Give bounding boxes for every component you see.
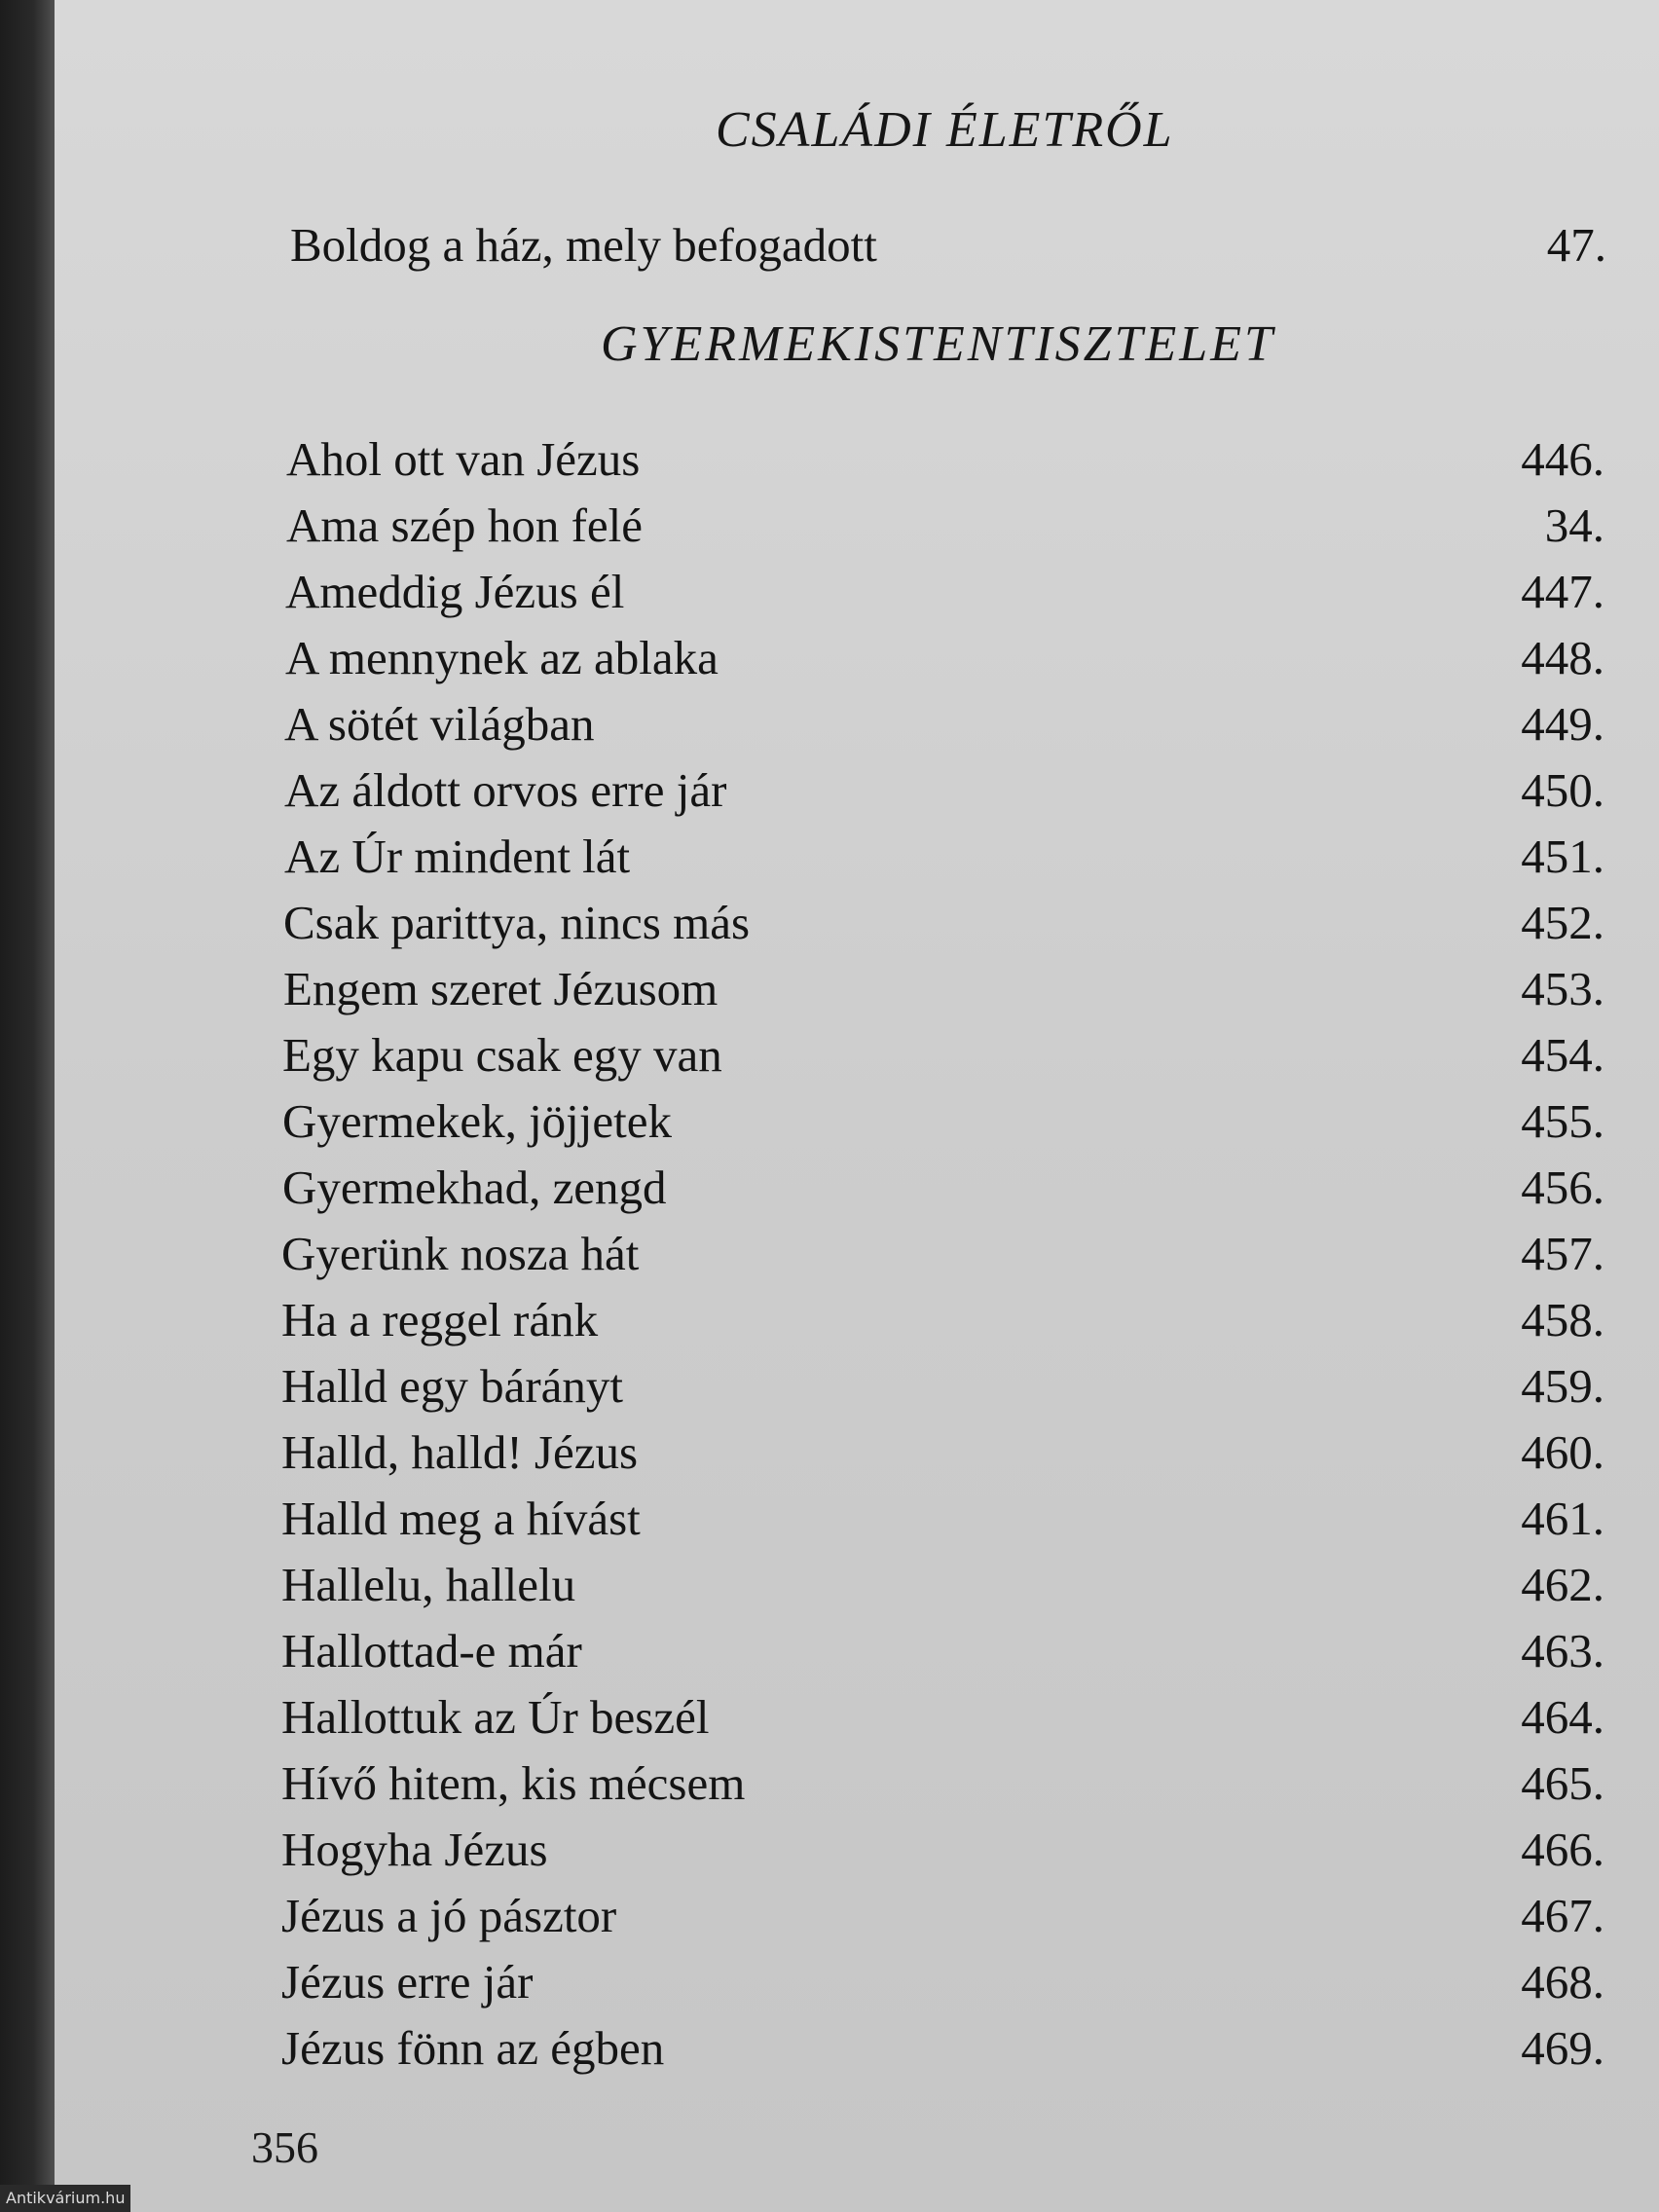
hymn-number: 47.	[1546, 218, 1606, 272]
hymn-number: 460.	[1521, 1425, 1604, 1479]
index-entry	[281, 1883, 1604, 1949]
hymn-title: Csak parittya, nincs más	[283, 896, 751, 949]
index-entry	[282, 1088, 1604, 1155]
index-entry	[284, 691, 1604, 757]
hymn-title: Hallelu, hallelu	[281, 1558, 576, 1611]
hymn-title: Egy kapu csak egy van	[282, 1028, 722, 1082]
page-number: 356	[251, 2122, 318, 2172]
index-entry	[286, 426, 1604, 493]
index-entry	[281, 1353, 1604, 1419]
hymn-number: 465.	[1521, 1756, 1604, 1810]
hymn-title: Halld, halld! Jézus	[281, 1425, 639, 1479]
hymn-number: 457.	[1521, 1227, 1604, 1280]
hymn-number: 462.	[1521, 1558, 1604, 1611]
hymn-title: Halld meg a hívást	[281, 1492, 641, 1545]
section-title-childrens-service: GYERMEKISTENTISZTELET	[601, 316, 1275, 372]
hymn-title: Jézus a jó pásztor	[281, 1889, 617, 1942]
hymn-title: A mennynek az ablaka	[285, 631, 719, 684]
index-entry	[281, 1221, 1604, 1287]
hymn-title: Ama szép hon felé	[286, 498, 643, 552]
index-entry	[281, 1618, 1604, 1684]
index-entry	[281, 1486, 1604, 1552]
hymn-number: 446.	[1521, 432, 1604, 486]
hymn-number: 456.	[1521, 1161, 1604, 1214]
hymn-title: Hallottuk az Úr beszél	[281, 1690, 710, 1744]
hymn-number: 455.	[1521, 1094, 1604, 1148]
index-entry	[282, 1022, 1604, 1088]
index-entry	[284, 757, 1604, 824]
index-entry	[290, 212, 1606, 278]
index-entry	[281, 1751, 1604, 1817]
hymn-number: 448.	[1521, 631, 1604, 684]
hymn-title: Jézus fönn az égben	[281, 2021, 665, 2075]
hymn-title: Hívő hitem, kis mécsem	[281, 1756, 746, 1810]
hymn-title: Az áldott orvos erre jár	[284, 763, 727, 817]
book-spine-edge	[0, 0, 60, 2212]
hymn-title: A sötét világban	[284, 697, 595, 751]
hymn-number: 449.	[1521, 697, 1604, 751]
index-entry	[281, 1287, 1604, 1353]
index-entry	[283, 890, 1604, 956]
index-entry	[281, 2015, 1604, 2082]
hymn-number: 464.	[1521, 1690, 1604, 1744]
hymn-title: Ahol ott van Jézus	[286, 432, 641, 486]
index-entry	[281, 1419, 1604, 1486]
hymn-title: Boldog a ház, mely befogadott	[290, 218, 877, 272]
index-entry	[281, 1684, 1604, 1751]
hymn-title: Az Úr mindent lát	[284, 830, 631, 883]
hymn-number: 454.	[1521, 1028, 1604, 1082]
hymn-number: 468.	[1521, 1955, 1604, 2009]
section-title-family-life: CSALÁDI ÉLETRŐL	[716, 102, 1174, 158]
index-entry	[281, 1817, 1604, 1883]
hymn-number: 467.	[1521, 1889, 1604, 1942]
hymn-title: Gyermekek, jöjjetek	[282, 1094, 673, 1148]
hymn-number: 461.	[1521, 1492, 1604, 1545]
hymn-number: 463.	[1521, 1624, 1604, 1677]
index-entry	[285, 625, 1604, 691]
index-entry	[284, 824, 1604, 890]
index-entry	[285, 559, 1604, 625]
hymn-number: 469.	[1521, 2021, 1604, 2075]
hymn-number: 451.	[1521, 830, 1604, 883]
hymn-number: 452.	[1521, 896, 1604, 949]
index-entry	[281, 1949, 1604, 2015]
hymn-title: Engem szeret Jézusom	[283, 962, 719, 1015]
hymn-number: 459.	[1521, 1359, 1604, 1413]
hymn-number: 458.	[1521, 1293, 1604, 1346]
hymn-number: 466.	[1521, 1823, 1604, 1876]
hymn-number: 447.	[1521, 565, 1604, 618]
hymn-title: Hogyha Jézus	[281, 1823, 548, 1876]
hymn-title: Ha a reggel ránk	[281, 1293, 599, 1346]
hymn-title: Halld egy bárányt	[281, 1359, 624, 1413]
index-entry	[281, 1552, 1604, 1618]
hymn-number: 453.	[1521, 962, 1604, 1015]
hymn-number: 34.	[1544, 498, 1604, 552]
hymn-title: Ameddig Jézus él	[285, 565, 625, 618]
hymn-title: Gyerünk nosza hát	[281, 1227, 640, 1280]
watermark: Antikvárium.hu	[0, 2185, 130, 2212]
index-entry	[282, 1155, 1604, 1221]
hymn-title: Hallottad-e már	[281, 1624, 582, 1677]
index-entry	[286, 493, 1604, 559]
hymn-title: Gyermekhad, zengd	[282, 1161, 667, 1214]
hymn-number: 450.	[1521, 763, 1604, 817]
hymn-title: Jézus erre jár	[281, 1955, 534, 2009]
index-entry	[283, 956, 1604, 1022]
